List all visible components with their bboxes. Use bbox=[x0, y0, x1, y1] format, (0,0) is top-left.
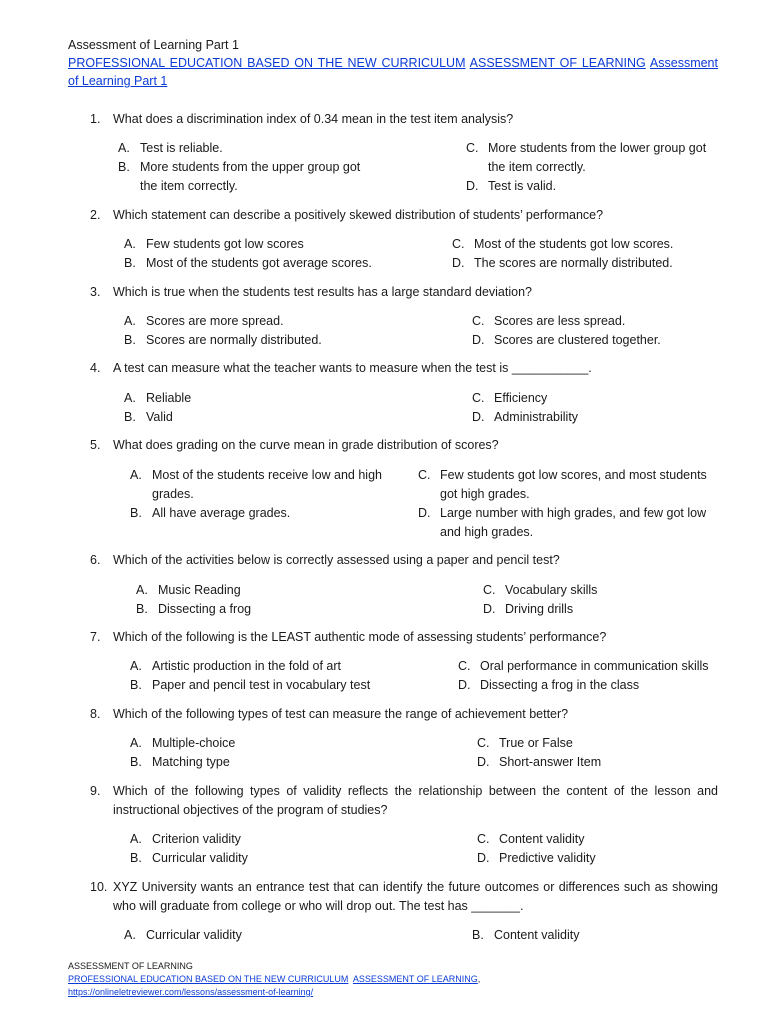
footer-title: ASSESSMENT OF LEARNING bbox=[68, 961, 193, 971]
option-text: Most of the students got low scores. bbox=[474, 237, 674, 251]
options-8 bbox=[130, 734, 718, 774]
option-text: Scores are clustered together. bbox=[494, 333, 661, 347]
option-text: Most of the students got average scores. bbox=[146, 256, 372, 270]
question-text: A test can measure what the teacher wants to measure when the test is ___________. bbox=[113, 361, 592, 375]
option-label: B. bbox=[130, 506, 142, 520]
option-text: got high grades. bbox=[440, 487, 530, 501]
option-text: Few students got low scores bbox=[146, 237, 304, 251]
option-text: Content validity bbox=[499, 832, 585, 846]
question-number: 4. bbox=[90, 361, 101, 375]
question-10 bbox=[90, 878, 718, 916]
question-text: Which of the activities below is correctly assessed using a paper and pencil test? bbox=[113, 553, 560, 567]
option-text: Driving drills bbox=[505, 602, 574, 616]
option-label: C. bbox=[472, 391, 485, 405]
option-label: C. bbox=[418, 468, 431, 482]
option-label: D. bbox=[452, 256, 465, 270]
question-number: 7. bbox=[90, 630, 101, 644]
option-text: Criterion validity bbox=[152, 832, 241, 846]
option-text: Valid bbox=[146, 410, 173, 424]
option-label: B. bbox=[472, 928, 484, 942]
options-1 bbox=[118, 139, 718, 199]
question-1 bbox=[90, 110, 718, 129]
option-label: B. bbox=[124, 256, 136, 270]
option-label: A. bbox=[124, 314, 136, 328]
option-label: A. bbox=[130, 736, 142, 750]
question-9 bbox=[90, 782, 718, 820]
option-label: A. bbox=[124, 391, 136, 405]
option-label: A. bbox=[118, 141, 130, 155]
option-text: Curricular validity bbox=[152, 851, 248, 865]
question-number: 6. bbox=[90, 553, 101, 567]
option-text: Vocabulary skills bbox=[505, 583, 598, 597]
option-text: grades. bbox=[152, 487, 194, 501]
question-8 bbox=[90, 705, 718, 724]
option-label: A. bbox=[130, 832, 142, 846]
option-label: B. bbox=[130, 755, 142, 769]
option-text: Test is reliable. bbox=[140, 141, 223, 155]
question-4 bbox=[90, 359, 718, 378]
question-number: 8. bbox=[90, 707, 101, 721]
option-text: Short-answer Item bbox=[499, 755, 602, 769]
option-label: A. bbox=[124, 928, 136, 942]
breadcrumb-links bbox=[68, 54, 718, 90]
option-text: Content validity bbox=[494, 928, 580, 942]
option-text: Scores are less spread. bbox=[494, 314, 626, 328]
option-label: A. bbox=[130, 659, 142, 673]
option-label: B. bbox=[136, 602, 148, 616]
question-text: What does a discrimination index of 0.34 mean in the test item analysis? bbox=[113, 112, 514, 126]
document-title: Assessment of Learning Part 1 bbox=[68, 38, 239, 52]
document-header bbox=[68, 36, 718, 90]
options-6 bbox=[136, 581, 718, 621]
question-number: 2. bbox=[90, 208, 101, 222]
option-label: D. bbox=[472, 410, 485, 424]
question-text: Which statement can describe a positively skewed distribution of students’ performance? bbox=[113, 208, 604, 222]
options-10 bbox=[124, 926, 718, 946]
option-label: C. bbox=[466, 141, 479, 155]
option-text: Predictive validity bbox=[499, 851, 596, 865]
option-text: Most of the students receive low and high bbox=[152, 468, 382, 482]
option-label: A. bbox=[130, 468, 142, 482]
link-professional-education[interactable]: PROFESSIONAL EDUCATION BASED ON THE NEW CURRICULUM bbox=[68, 56, 466, 70]
option-label: C. bbox=[477, 832, 490, 846]
option-text: the item correctly. bbox=[140, 179, 238, 193]
option-text: More students from the lower group got bbox=[488, 141, 707, 155]
option-text: More students from the upper group got bbox=[140, 160, 361, 174]
question-text: Which of the following types of test can measure the range of achievement better? bbox=[113, 707, 569, 721]
option-label: D. bbox=[472, 333, 485, 347]
option-label: A. bbox=[124, 237, 136, 251]
option-label: D. bbox=[477, 755, 490, 769]
option-text: The scores are normally distributed. bbox=[474, 256, 673, 270]
option-text: Artistic production in the fold of art bbox=[152, 659, 341, 673]
question-2 bbox=[90, 206, 718, 225]
option-label: B. bbox=[124, 333, 136, 347]
question-number: 1. bbox=[90, 112, 101, 126]
option-text: Dissecting a frog in the class bbox=[480, 678, 640, 692]
question-number: 9. bbox=[90, 784, 101, 798]
options-5 bbox=[130, 466, 718, 544]
options-2 bbox=[124, 235, 718, 275]
option-label: D. bbox=[477, 851, 490, 865]
option-label: B. bbox=[130, 851, 142, 865]
question-text: Which is true when the students test results has a large standard deviation? bbox=[113, 285, 532, 299]
options-3 bbox=[124, 312, 718, 352]
option-text: Test is valid. bbox=[488, 179, 557, 193]
option-label: C. bbox=[458, 659, 471, 673]
option-text: the item correctly. bbox=[488, 160, 586, 174]
question-3 bbox=[90, 283, 718, 302]
option-text: Music Reading bbox=[158, 583, 241, 597]
question-text: Which of the following is the LEAST authentic mode of assessing students’ performance? bbox=[113, 630, 607, 644]
options-7 bbox=[130, 657, 718, 697]
option-text: Scores are more spread. bbox=[146, 314, 284, 328]
option-text: Matching type bbox=[152, 755, 230, 769]
option-text: True or False bbox=[499, 736, 573, 750]
link-assessment-part-1[interactable]: Assessment of Learning Part 1 bbox=[68, 56, 718, 88]
footer-link-assessment[interactable]: ASSESSMENT OF LEARNING bbox=[352, 974, 478, 984]
option-text: Scores are normally distributed. bbox=[146, 333, 322, 347]
question-7 bbox=[90, 628, 718, 647]
question-5 bbox=[90, 436, 718, 455]
footer-link-professional-education[interactable]: PROFESSIONAL EDUCATION BASED ON THE NEW CURRICULUM bbox=[68, 974, 349, 984]
footer-links bbox=[68, 973, 480, 986]
option-label: B. bbox=[118, 160, 130, 174]
question-text: XYZ University wants an entrance test that can identify the future outcomes or differences such as showing who will graduate from college or who will drop out. The test has _______. bbox=[113, 880, 718, 913]
footer-url-link[interactable]: https://onlineletreviewer.com/lessons/assessment-of-learning/ bbox=[68, 987, 314, 997]
option-label: C. bbox=[452, 237, 465, 251]
option-text: Multiple-choice bbox=[152, 736, 236, 750]
option-label: C. bbox=[477, 736, 490, 750]
link-assessment-of-learning[interactable]: ASSESSMENT OF LEARNING bbox=[469, 56, 646, 70]
option-text: Curricular validity bbox=[146, 928, 242, 942]
option-text: and high grades. bbox=[440, 525, 534, 539]
option-label: C. bbox=[472, 314, 485, 328]
option-text: Reliable bbox=[146, 391, 192, 405]
option-text: Administrability bbox=[494, 410, 579, 424]
question-number: 10. bbox=[90, 880, 108, 894]
question-number: 5. bbox=[90, 438, 101, 452]
option-label: A. bbox=[136, 583, 148, 597]
option-label: D. bbox=[483, 602, 496, 616]
option-text: Few students got low scores, and most students bbox=[440, 468, 707, 482]
option-text: All have average grades. bbox=[152, 506, 291, 520]
option-text: Dissecting a frog bbox=[158, 602, 252, 616]
page-footer bbox=[68, 960, 480, 999]
options-4 bbox=[124, 389, 718, 429]
option-text: Oral performance in communication skills bbox=[480, 659, 709, 673]
option-label: D. bbox=[458, 678, 471, 692]
option-label: D. bbox=[418, 506, 431, 520]
option-text: Efficiency bbox=[494, 391, 548, 405]
options-9 bbox=[130, 830, 718, 870]
question-text: What does grading on the curve mean in grade distribution of scores? bbox=[113, 438, 499, 452]
question-number: 3. bbox=[90, 285, 101, 299]
footer-comma: , bbox=[477, 974, 481, 984]
question-6 bbox=[90, 551, 718, 570]
option-label: B. bbox=[130, 678, 142, 692]
option-text: Paper and pencil test in vocabulary test bbox=[152, 678, 371, 692]
question-text: Which of the following types of validity reflects the relationship between the content of the lesson and instructional objectives of the program of studies? bbox=[113, 784, 718, 817]
option-label: B. bbox=[124, 410, 136, 424]
option-label: D. bbox=[466, 179, 479, 193]
option-text: Large number with high grades, and few got low bbox=[440, 506, 707, 520]
option-label: C. bbox=[483, 583, 496, 597]
